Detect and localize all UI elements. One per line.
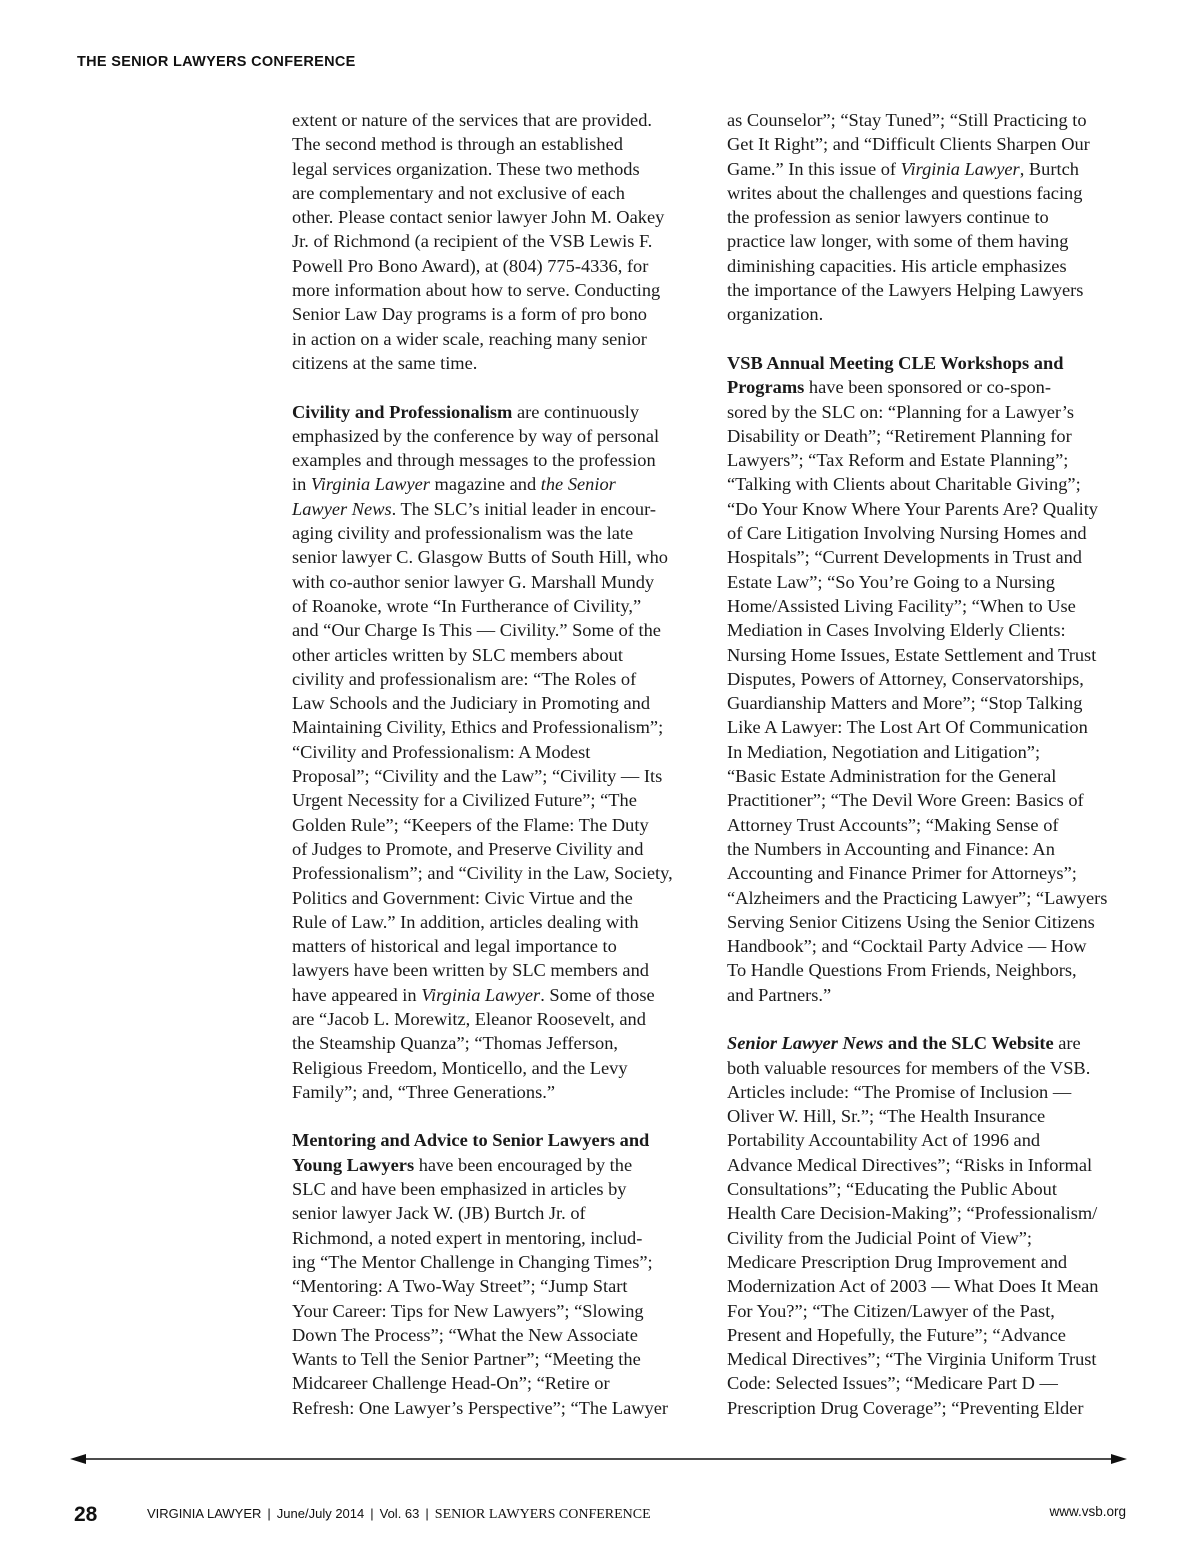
text-run: Down The Process”; “What the New Associate bbox=[292, 1324, 638, 1345]
paragraph-gap bbox=[292, 375, 704, 399]
text-line bbox=[727, 351, 1137, 375]
text-run: as Counselor”; “Stay Tuned”; “Still Practicing to bbox=[727, 110, 1087, 130]
text-run: “Basic Estate Administration for the General bbox=[727, 766, 1057, 787]
text-line bbox=[292, 618, 704, 642]
text-run: Refresh: One Lawyer’s Perspective”; “The Lawyer bbox=[292, 1397, 668, 1418]
text-line bbox=[292, 1299, 704, 1323]
text-line bbox=[292, 1347, 704, 1371]
bold-heading-run: Young Lawyers bbox=[292, 1154, 415, 1175]
text-line bbox=[292, 302, 704, 326]
footer-publication: VIRGINIA LAWYER bbox=[147, 1506, 262, 1521]
text-line bbox=[727, 1274, 1137, 1298]
text-line bbox=[727, 205, 1137, 229]
text-run: Nursing Home Issues, Estate Settlement and Trust bbox=[727, 644, 1097, 665]
text-line bbox=[727, 254, 1137, 278]
text-run: civility and professionalism are: “The Roles of bbox=[292, 668, 637, 689]
text-line bbox=[292, 278, 704, 302]
footer-url-link[interactable]: www.vsb.org bbox=[1049, 1504, 1126, 1519]
text-line bbox=[292, 594, 704, 618]
text-run: Handbook”; and “Cocktail Party Advice — How bbox=[727, 936, 1087, 957]
text-line bbox=[292, 1226, 704, 1250]
text-line bbox=[727, 424, 1137, 448]
text-run: Midcareer Challenge Head-On”; “Retire or bbox=[292, 1373, 610, 1394]
text-line bbox=[292, 1080, 704, 1104]
text-line bbox=[292, 472, 704, 496]
text-line bbox=[292, 788, 704, 812]
text-run: other articles written by SLC members about bbox=[292, 644, 623, 665]
text-line bbox=[727, 594, 1137, 618]
text-line bbox=[292, 1201, 704, 1225]
text-run: of Roanoke, wrote “In Furtherance of Civility,” bbox=[292, 595, 642, 616]
text-line bbox=[292, 813, 704, 837]
text-line bbox=[292, 837, 704, 861]
footer-separator: | bbox=[370, 1506, 374, 1521]
text-line bbox=[727, 667, 1137, 691]
text-line bbox=[727, 497, 1137, 521]
text-line bbox=[727, 983, 1137, 1007]
text-line bbox=[727, 132, 1137, 156]
text-run: Wants to Tell the Senior Partner”; “Meeting the bbox=[292, 1349, 641, 1370]
text-line bbox=[727, 813, 1137, 837]
text-line bbox=[292, 1323, 704, 1347]
text-line bbox=[727, 400, 1137, 424]
text-line bbox=[292, 934, 704, 958]
text-line bbox=[292, 157, 704, 181]
text-line bbox=[292, 351, 704, 375]
text-run: with co-author senior lawyer G. Marshall Mundy bbox=[292, 571, 655, 592]
text-run: Jr. of Richmond (a recipient of the VSB Lewis F. bbox=[292, 231, 653, 252]
text-line bbox=[292, 497, 704, 521]
running-header: THE SENIOR LAWYERS CONFERENCE bbox=[77, 54, 356, 70]
italic-title-run: Virginia Lawyer bbox=[421, 984, 541, 1005]
italic-title-run: Lawyer News bbox=[292, 498, 392, 519]
text-run: “Talking with Clients about Charitable Giving”; bbox=[727, 474, 1081, 495]
text-line bbox=[292, 740, 704, 764]
text-run: practice law longer, with some of them having bbox=[727, 231, 1069, 252]
text-run: , Burtch bbox=[1019, 158, 1079, 179]
text-run: organization. bbox=[727, 304, 824, 325]
text-line bbox=[292, 254, 704, 278]
text-line bbox=[727, 472, 1137, 496]
text-run: Maintaining Civility, Ethics and Professionalism”; bbox=[292, 717, 664, 738]
text-run: Home/Assisted Living Facility”; “When to Use bbox=[727, 595, 1076, 616]
text-run: Hospitals”; “Current Developments in Trust and bbox=[727, 547, 1083, 568]
text-line bbox=[292, 448, 704, 472]
text-run: Like A Lawyer: The Lost Art Of Communication bbox=[727, 717, 1088, 738]
text-line bbox=[727, 910, 1137, 934]
text-line bbox=[292, 229, 704, 253]
text-run: Civility from the Judicial Point of View”; bbox=[727, 1227, 1033, 1248]
text-line bbox=[727, 448, 1137, 472]
text-line bbox=[727, 886, 1137, 910]
text-line bbox=[292, 691, 704, 715]
italic-title-run: Virginia Lawyer bbox=[900, 158, 1020, 179]
text-line bbox=[727, 1056, 1137, 1080]
text-line bbox=[727, 545, 1137, 569]
text-run: citizens at the same time. bbox=[292, 352, 478, 373]
text-run: Mediation in Cases Involving Elderly Clients: bbox=[727, 620, 1066, 641]
text-run: Oliver W. Hill, Sr.”; “The Health Insurance bbox=[727, 1106, 1046, 1127]
text-line bbox=[292, 1056, 704, 1080]
text-run: Religious Freedom, Monticello, and the Levy bbox=[292, 1057, 628, 1078]
text-run: Politics and Government: Civic Virtue and the bbox=[292, 887, 633, 908]
text-line bbox=[727, 1177, 1137, 1201]
text-line bbox=[727, 1250, 1137, 1274]
text-line bbox=[727, 715, 1137, 739]
text-line bbox=[292, 1031, 704, 1055]
text-run: . The SLC’s initial leader in encour- bbox=[391, 498, 656, 519]
text-run: legal services organization. These two methods bbox=[292, 158, 640, 179]
text-run: Law Schools and the Judiciary in Promoting and bbox=[292, 693, 651, 714]
text-line bbox=[292, 861, 704, 885]
text-run: matters of historical and legal importance to bbox=[292, 936, 617, 957]
text-run: Medical Directives”; “The Virginia Uniform Trust bbox=[727, 1349, 1097, 1370]
footer-separator: | bbox=[267, 1506, 271, 1521]
footer-volume: Vol. 63 bbox=[379, 1506, 420, 1521]
text-run: In Mediation, Negotiation and Litigation”; bbox=[727, 741, 1041, 762]
text-run: the Steamship Quanza”; “Thomas Jefferson, bbox=[292, 1033, 618, 1054]
italic-title-run: Virginia Lawyer bbox=[310, 474, 430, 495]
paragraph-gap bbox=[727, 1007, 1137, 1031]
text-run: Your Career: Tips for New Lawyers”; “Slowing bbox=[292, 1300, 644, 1321]
text-run: SLC and have been emphasized in articles by bbox=[292, 1179, 627, 1200]
text-run: examples and through messages to the profession bbox=[292, 450, 656, 471]
text-run: the profession as senior lawyers continue to bbox=[727, 207, 1049, 228]
text-line bbox=[727, 157, 1137, 181]
text-line bbox=[292, 181, 704, 205]
text-run: Golden Rule”; “Keepers of the Flame: The Duty bbox=[292, 814, 649, 835]
page-number: 28 bbox=[74, 1503, 98, 1526]
text-line bbox=[727, 108, 1137, 132]
bold-heading-run: Mentoring and Advice to Senior Lawyers and bbox=[292, 1130, 650, 1151]
text-line bbox=[727, 740, 1137, 764]
text-line bbox=[292, 570, 704, 594]
text-line bbox=[727, 302, 1137, 326]
text-run: For You?”; “The Citizen/Lawyer of the Past, bbox=[727, 1300, 1055, 1321]
text-line bbox=[727, 278, 1137, 302]
text-line bbox=[727, 1371, 1137, 1395]
text-run: are complementary and not exclusive of each bbox=[292, 182, 625, 203]
text-run: . Some of those bbox=[540, 984, 655, 1005]
text-run: To Handle Questions From Friends, Neighbors, bbox=[727, 960, 1077, 981]
text-run: sored by the SLC on: “Planning for a Lawyer’s bbox=[727, 401, 1074, 422]
text-run: Serving Senior Citizens Using the Senior Citizens bbox=[727, 911, 1095, 932]
text-run: Modernization Act of 2003 — What Does It Mean bbox=[727, 1276, 1099, 1297]
text-line bbox=[727, 618, 1137, 642]
text-run: The second method is through an established bbox=[292, 134, 623, 155]
text-run: have been encouraged by the bbox=[414, 1154, 633, 1175]
text-run: senior lawyer C. Glasgow Butts of South Hill, who bbox=[292, 547, 668, 568]
text-run: Health Care Decision-Making”; “Professionalism/ bbox=[727, 1203, 1098, 1224]
text-line bbox=[292, 1274, 704, 1298]
paragraph-gap bbox=[292, 1104, 704, 1128]
text-run: Professionalism”; and “Civility in the Law, Society, bbox=[292, 863, 673, 884]
text-run: and Partners.” bbox=[727, 984, 832, 1005]
text-run: and “Our Charge Is This — Civility.” Some of the bbox=[292, 620, 661, 641]
text-line bbox=[727, 181, 1137, 205]
text-run: Disability or Death”; “Retirement Planning for bbox=[727, 425, 1072, 446]
text-line bbox=[727, 570, 1137, 594]
text-line bbox=[727, 521, 1137, 545]
text-run: Richmond, a noted expert in mentoring, includ- bbox=[292, 1227, 643, 1248]
text-line bbox=[292, 1250, 704, 1274]
text-run: of Judges to Promote, and Preserve Civility and bbox=[292, 838, 644, 859]
text-run: both valuable resources for members of the VSB. bbox=[727, 1057, 1091, 1078]
text-line bbox=[292, 132, 704, 156]
text-line bbox=[292, 1396, 704, 1420]
article-column-right bbox=[727, 108, 1137, 1420]
text-run: “Alzheimers and the Practicing Lawyer”; “Lawyers bbox=[727, 887, 1108, 908]
bold-heading-run: and the SLC Website bbox=[883, 1033, 1054, 1054]
text-line bbox=[292, 910, 704, 934]
text-run: have been sponsored or co-spon- bbox=[804, 377, 1051, 398]
text-run: Rule of Law.” In addition, articles dealing with bbox=[292, 911, 639, 932]
text-line bbox=[727, 958, 1137, 982]
text-line bbox=[292, 1128, 704, 1152]
bold-heading-run: Civility and Professionalism bbox=[292, 401, 513, 422]
text-line bbox=[292, 327, 704, 351]
text-run: Powell Pro Bono Award), at (804) 775-4336, for bbox=[292, 255, 649, 276]
text-run: of Care Litigation Involving Nursing Homes and bbox=[727, 523, 1087, 544]
bold-heading-run: VSB Annual Meeting CLE Workshops and bbox=[727, 352, 1064, 373]
text-run: Game.” In this issue of bbox=[727, 158, 901, 179]
text-run: Lawyers”; “Tax Reform and Estate Planning”; bbox=[727, 450, 1069, 471]
text-line bbox=[727, 643, 1137, 667]
text-line bbox=[292, 205, 704, 229]
text-line bbox=[292, 400, 704, 424]
text-line bbox=[292, 545, 704, 569]
text-line bbox=[292, 643, 704, 667]
text-run: Disputes, Powers of Attorney, Conservatorships, bbox=[727, 668, 1084, 689]
text-run: “Mentoring: A Two-Way Street”; “Jump Start bbox=[292, 1276, 628, 1297]
text-line bbox=[292, 958, 704, 982]
text-line bbox=[727, 1396, 1137, 1420]
text-run: Senior Law Day programs is a form of pro bono bbox=[292, 304, 647, 325]
text-run: Urgent Necessity for a Civilized Future”; “The bbox=[292, 790, 637, 811]
text-run: other. Please contact senior lawyer John M. Oakey bbox=[292, 207, 665, 228]
text-line bbox=[292, 1153, 704, 1177]
text-run: the Numbers in Accounting and Finance: An bbox=[727, 838, 1055, 859]
text-line bbox=[292, 764, 704, 788]
text-line bbox=[292, 1007, 704, 1031]
text-run: Advance Medical Directives”; “Risks in Informal bbox=[727, 1154, 1093, 1175]
text-run: Accounting and Finance Primer for Attorneys”; bbox=[727, 863, 1077, 884]
text-run: in action on a wider scale, reaching many senior bbox=[292, 328, 647, 349]
text-run: Family”; and, “Three Generations.” bbox=[292, 1081, 555, 1102]
text-line bbox=[292, 886, 704, 910]
text-run: Consultations”; “Educating the Public About bbox=[727, 1179, 1057, 1200]
footer-separator: | bbox=[425, 1506, 429, 1521]
text-line bbox=[727, 1347, 1137, 1371]
text-line bbox=[292, 424, 704, 448]
text-run: lawyers have been written by SLC members and bbox=[292, 960, 649, 981]
text-run: are bbox=[1053, 1033, 1081, 1054]
text-run: aging civility and professionalism was the late bbox=[292, 523, 634, 544]
text-line bbox=[727, 1299, 1137, 1323]
text-run: magazine and bbox=[429, 474, 541, 495]
text-line bbox=[727, 1104, 1137, 1128]
text-line bbox=[727, 1201, 1137, 1225]
text-run: Present and Hopefully, the Future”; “Advance bbox=[727, 1324, 1066, 1345]
text-run: writes about the challenges and questions facing bbox=[727, 182, 1083, 203]
text-line bbox=[727, 1226, 1137, 1250]
text-line bbox=[727, 229, 1137, 253]
text-run: senior lawyer Jack W. (JB) Burtch Jr. of bbox=[292, 1203, 586, 1224]
text-run: emphasized by the conference by way of personal bbox=[292, 425, 660, 446]
footer-arrow-rule bbox=[70, 1448, 1127, 1470]
text-line bbox=[292, 1371, 704, 1395]
text-line bbox=[727, 861, 1137, 885]
footer-section: SENIOR LAWYERS CONFERENCE bbox=[434, 1507, 651, 1522]
text-run: the importance of the Lawyers Helping Lawyers bbox=[727, 280, 1084, 301]
text-run: are “Jacob L. Morewitz, Eleanor Roosevelt, and bbox=[292, 1008, 646, 1029]
bold-heading-run: Programs bbox=[727, 377, 805, 398]
text-run: diminishing capacities. His article emphasizes bbox=[727, 255, 1067, 276]
text-run: have appeared in bbox=[292, 984, 422, 1005]
text-run: Practitioner”; “The Devil Wore Green: Basics of bbox=[727, 790, 1084, 811]
text-line bbox=[292, 521, 704, 545]
text-run: Get It Right”; and “Difficult Clients Sharpen Our bbox=[727, 134, 1090, 155]
text-line bbox=[727, 691, 1137, 715]
text-line bbox=[292, 108, 704, 132]
text-run: more information about how to serve. Conducting bbox=[292, 280, 661, 301]
text-run: Guardianship Matters and More”; “Stop Talking bbox=[727, 693, 1083, 714]
text-run: Medicare Prescription Drug Improvement and bbox=[727, 1251, 1068, 1272]
text-line bbox=[727, 1080, 1137, 1104]
footer-publication-line bbox=[147, 1506, 651, 1523]
text-line bbox=[727, 1128, 1137, 1152]
text-line bbox=[727, 375, 1137, 399]
text-line bbox=[727, 934, 1137, 958]
text-line bbox=[727, 1153, 1137, 1177]
text-line bbox=[292, 983, 704, 1007]
text-run: Prescription Drug Coverage”; “Preventing Elder bbox=[727, 1397, 1084, 1418]
text-run: Proposal”; “Civility and the Law”; “Civility — Its bbox=[292, 766, 663, 787]
text-run: ing “The Mentor Challenge in Changing Times”; bbox=[292, 1251, 653, 1272]
text-run: Attorney Trust Accounts”; “Making Sense of bbox=[727, 814, 1059, 835]
text-run: Articles include: “The Promise of Inclusion — bbox=[727, 1081, 1072, 1102]
paragraph-gap bbox=[727, 327, 1137, 351]
text-run: Code: Selected Issues”; “Medicare Part D — bbox=[727, 1373, 1058, 1394]
bold-italic-heading-run: Senior Lawyer News bbox=[727, 1033, 884, 1054]
text-run: extent or nature of the services that are provided. bbox=[292, 110, 653, 130]
text-run: Portability Accountability Act of 1996 and bbox=[727, 1130, 1041, 1151]
text-run: are continuously bbox=[512, 401, 640, 422]
text-run: in bbox=[292, 474, 311, 495]
text-line bbox=[292, 1177, 704, 1201]
text-line bbox=[727, 788, 1137, 812]
text-line bbox=[727, 1031, 1137, 1055]
text-line bbox=[292, 715, 704, 739]
text-line bbox=[727, 764, 1137, 788]
italic-title-run: the Senior bbox=[540, 474, 616, 495]
article-column-left bbox=[292, 108, 704, 1420]
text-run: “Civility and Professionalism: A Modest bbox=[292, 741, 591, 762]
text-line bbox=[292, 667, 704, 691]
text-run: Estate Law”; “So You’re Going to a Nursing bbox=[727, 571, 1055, 592]
text-run: “Do Your Know Where Your Parents Are? Quality bbox=[727, 498, 1099, 519]
footer-issue-date: June/July 2014 bbox=[276, 1506, 365, 1521]
text-line bbox=[727, 1323, 1137, 1347]
text-line bbox=[727, 837, 1137, 861]
